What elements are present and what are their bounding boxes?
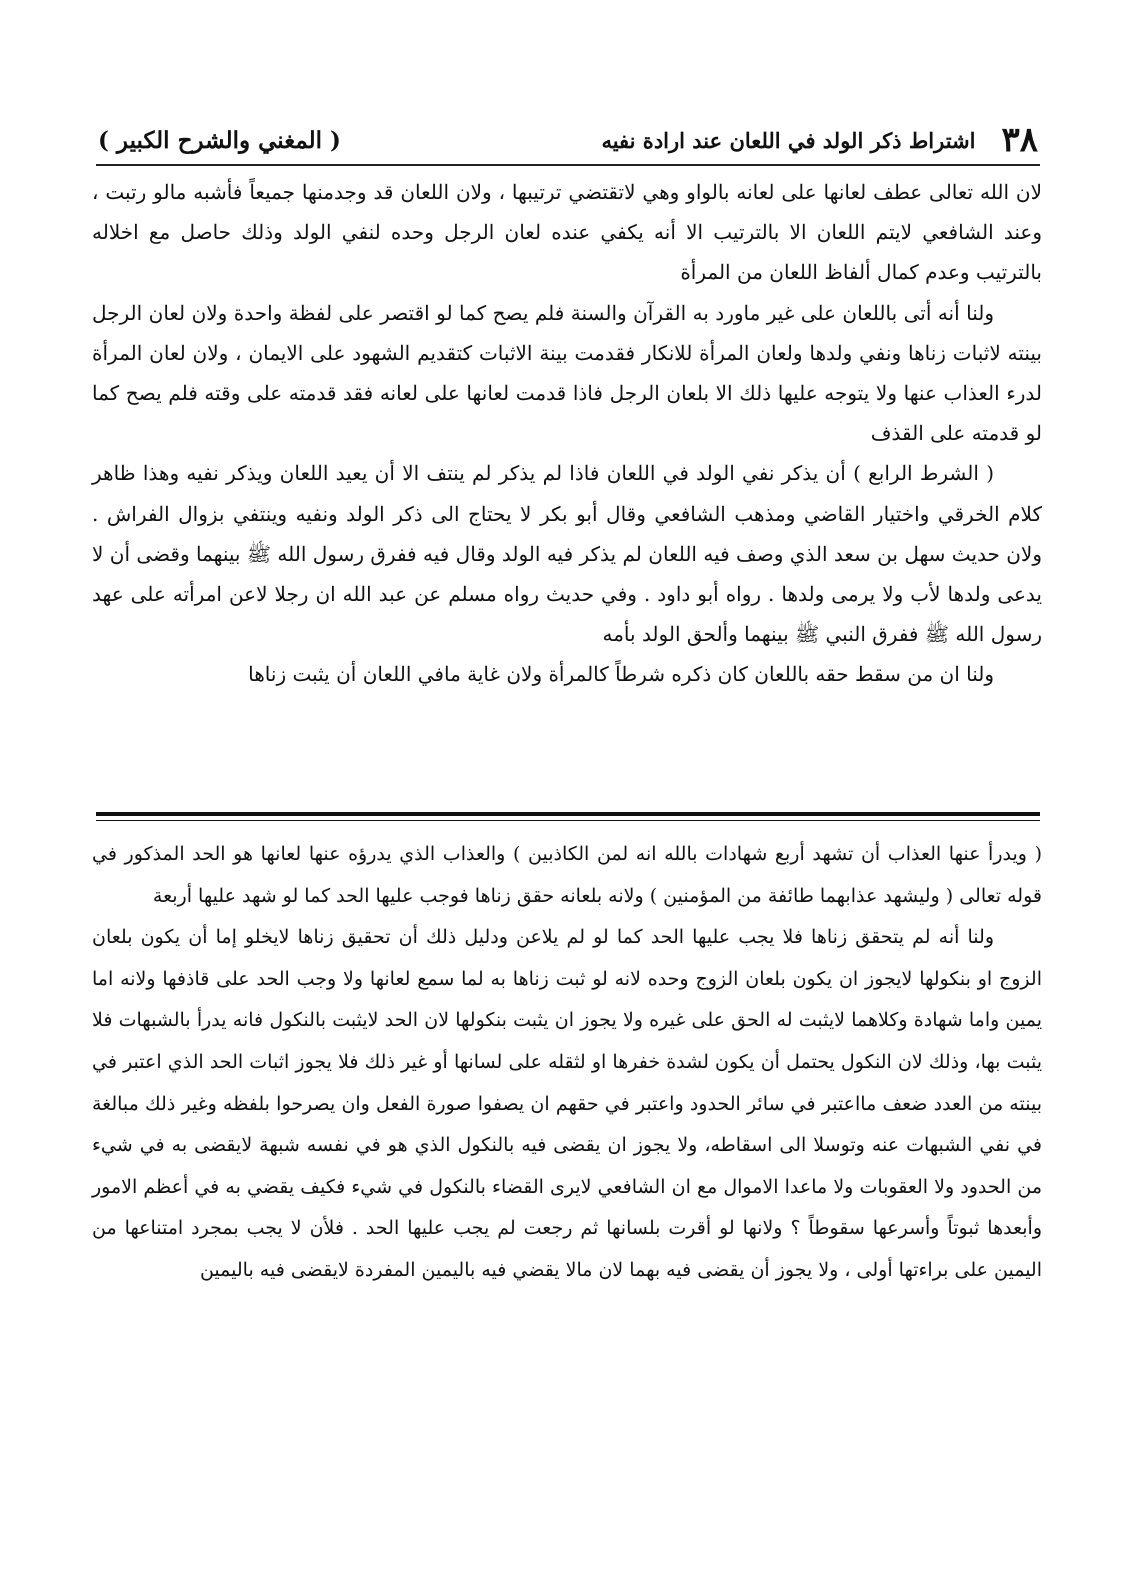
commentary-text [92,834,1042,1292]
commentary-paragraph-1: ( ويدرأ عنها العذاب أن تشهد أربع شهادات بالله انه لمن الكاذبين ) والعذاب الذي يدرؤه عنها لعانها هو الحد المذكور في قوله تعالى ( وليشهد عذابهما طائفة من المؤمنين ) ولانه بلعانه حقق زناها فوجب عليها الحد كما لو شهد عليها أربعة [92,843,1042,907]
main-paragraph-3: ( الشرط الرابع ) أن يذكر نفي الولد في اللعان فاذا لم يذكر لم ينتف الا أن يعيد اللعان ويذكر نفيه وهذا ظاهر كلام الخرقي واختيار القاضي ومذهب الشافعي وقال أبو بكر لا يحتاج الى ذكر الولد ونفيه وينتفي بزوال الفراش . ولان حديث سهل بن سعد الذي وصف فيه اللعان لم يذكر فيه الولد وقال فيه ففرق رسول الله ﷺ بينهما وقضى أن لا يدعى ولدها لأب ولا يرمى ولدها . رواه أبو داود . وفي حديث رواه مسلم عن عبد الله ان رجلا لاعن امرأته على عهد رسول الله ﷺ ففرق النبي ﷺ بينهما وألحق الولد بأمه [92,461,1042,647]
page-header [98,118,1038,162]
running-title: اشتراط ذكر الولد في اللعان عند ارادة نفيه [601,127,976,153]
main-paragraph-4: ولنا ان من سقط حقه باللعان كان ذكره شرطاً كالمرأة ولان غاية مافي اللعان أن يثبت زناها [248,662,994,687]
divider-thick-line [96,812,1040,816]
main-paragraph-1: لان الله تعالى عطف لعانها على لعانه بالواو وهي لاتقتضي ترتيبها ، ولان اللعان قد وجدمنها جميعاً فأشبه مالو رتبت ، وعند الشافعي لايتم اللعان الا بالترتيب الا أنه يكفي عنده لعان الرجل وحده لنفي الولد وذلك حاصل مع اخلاله بالترتيب وعدم كمال ألفاظ اللعان من المرأة [92,180,1042,285]
commentary-paragraph-2: ولنا أنه لم يتحقق زناها فلا يجب عليها الحد كما لو لم يلاعن ودليل ذلك أن تحقيق زناها لايخلو إما أن يكون بلعان الزوج او بنكولها لايجوز ان يكون بلعان الزوج وحده لانه لو ثبت زناها به لما سمع لعانها ولا وجب الحد على قاذفها ولانه اما يمين واما شهادة وكلاهما لايثبت له الحق على غيره ولا يجوز ان يثبت بنكولها لان الحد لايثبت بالنكول فانه يدرأ بالشبهات فلا يثبت بها، وذلك لان النكول يحتمل أن يكون لشدة خفرها او لثقله على لسانها أو غير ذلك فلا يجوز اثبات الحد الذي اعتبر في بينته من العدد ضعف مااعتبر في سائر الحدود واعتبر في حقهم ان يصفوا صورة الفعل وان يصرحوا بلفظه وغير ذلك مبالغة في نفي الشبهات عنه وتوسلا الى اسقاطه، ولا يجوز ان يقضى فيه بالنكول الذي هو في نفسه شبهة لايقضى به في شيء من الحدود ولا العقوبات ولا ماعدا الاموال مع ان الشافعي لايرى القضاء بالنكول في شيء فكيف يقضي به في أعظم الامور وأبعدها ثبوتاً وأسرعها سقوطاً ؟ ولانها لو أقرت بلسانها ثم رجعت لم يجب عليها الحد . فلأن لا يجب بمجرد امتناعها من اليمين على براءتها أولى ، ولا يجوز أن يقضى فيه بهما لان مالا يقضي فيه باليمين المفردة لايقضى فيه باليمين [92,926,1042,1281]
main-paragraph-2: ولنا أنه أتى باللعان على غير ماورد به القرآن والسنة فلم يصح كما لو اقتصر على لفظة واحدة ولان لعان الرجل بينته لاثبات زناها ونفي ولدها ولعان المرأة للانكار فقدمت بينة الاثبات كتقديم الشهود على الايمان ، ولان لعان المرأة لدرء العذاب عنها ولا يتوجه عليها ذلك الا بلعان الرجل فاذا قدمت لعانها على لعانه فقد قدمته على وقته فلم يصح كما لو قدمته على القذف [92,300,1042,446]
divider-thin-line [96,820,1040,821]
page-number: ٣٨ [1001,120,1038,160]
section-divider [96,812,1040,821]
header-rule [96,164,1040,166]
main-text [92,172,1042,695]
book-title: ( المغني والشرح الكبير ) [98,126,341,154]
